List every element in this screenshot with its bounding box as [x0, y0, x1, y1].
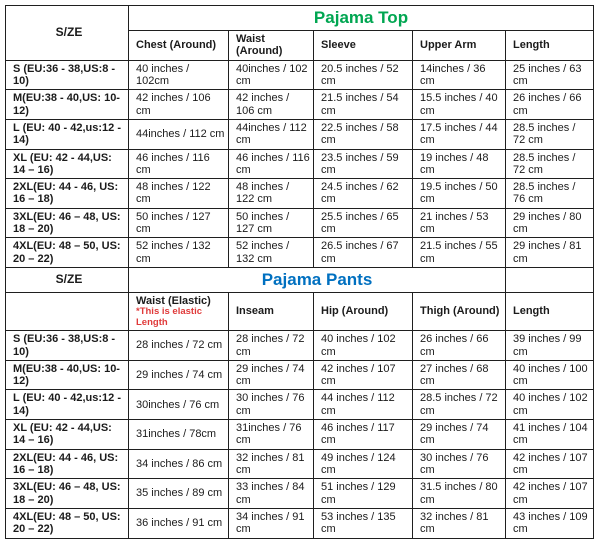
pants-columns-row — [6, 293, 594, 331]
measurement-cell: 48 inches / 122 cm — [229, 179, 314, 209]
column-header-inseam: Inseam — [229, 293, 314, 331]
table-row — [6, 179, 594, 209]
size-label: 2XL(EU: 44 - 46, US: 16 – 18) — [6, 449, 129, 479]
measurement-cell: 41 inches / 104 cm — [506, 420, 594, 450]
pajama-pants-title: Pajama Pants — [129, 268, 506, 293]
measurement-cell: 26 inches / 66 cm — [413, 331, 506, 361]
measurement-cell: 28.5 inches / 72 cm — [506, 119, 594, 149]
measurement-cell: 43 inches / 109 cm — [506, 508, 594, 538]
measurement-cell: 40 inches / 100 cm — [506, 360, 594, 390]
table-row — [6, 208, 594, 238]
table-row — [6, 508, 594, 538]
measurement-cell: 49 inches / 124 cm — [314, 449, 413, 479]
measurement-cell: 32 inches / 81 cm — [413, 508, 506, 538]
measurement-cell: 28.5 inches / 76 cm — [506, 179, 594, 209]
measurement-cell: 31.5 inches / 80 cm — [413, 479, 506, 509]
measurement-cell: 53 inches / 135 cm — [314, 508, 413, 538]
measurement-cell: 46 inches / 116 cm — [229, 149, 314, 179]
measurement-cell: 25 inches / 63 cm — [506, 60, 594, 90]
measurement-cell: 39 inches / 99 cm — [506, 331, 594, 361]
measurement-cell: 44 inches / 112 cm — [314, 390, 413, 420]
measurement-cell: 23.5 inches / 59 cm — [314, 149, 413, 179]
measurement-cell: 14inches / 36 cm — [413, 60, 506, 90]
column-header-length-pants: Length — [506, 293, 594, 331]
measurement-cell: 52 inches / 132 cm — [229, 238, 314, 268]
waist-elastic-note: *This is elastic Length — [136, 306, 203, 328]
measurement-cell: 28.5 inches / 72 cm — [413, 390, 506, 420]
measurement-cell: 28.5 inches / 72 cm — [506, 149, 594, 179]
column-header-waist-elastic — [129, 293, 229, 331]
size-label: XL (EU: 42 - 44,US: 14 – 16) — [6, 149, 129, 179]
measurement-cell: 48 inches / 122 cm — [129, 179, 229, 209]
measurement-cell: 21 inches / 53 cm — [413, 208, 506, 238]
measurement-cell: 44inches / 112 cm — [229, 119, 314, 149]
measurement-cell: 40 inches / 102cm — [129, 60, 229, 90]
waist-elastic-label: Waist (Elastic) — [136, 295, 211, 307]
top-title-row — [6, 6, 594, 31]
size-label: S (EU:36 - 38,US:8 - 10) — [6, 331, 129, 361]
measurement-cell: 30inches / 76 cm — [129, 390, 229, 420]
measurement-cell: 30 inches / 76 cm — [229, 390, 314, 420]
measurement-cell: 27 inches / 68 cm — [413, 360, 506, 390]
measurement-cell: 19.5 inches / 50 cm — [413, 179, 506, 209]
measurement-cell: 15.5 inches / 40 cm — [413, 90, 506, 120]
pajama-top-title: Pajama Top — [129, 6, 594, 31]
measurement-cell: 51 inches / 129 cm — [314, 479, 413, 509]
pajama-top-rows-section — [6, 60, 594, 267]
measurement-cell: 36 inches / 91 cm — [129, 508, 229, 538]
table-row — [6, 60, 594, 90]
measurement-cell: 50 inches / 127 cm — [129, 208, 229, 238]
column-header-sleeve: Sleeve — [314, 31, 413, 61]
pajama-pants-rows-section — [6, 331, 594, 538]
measurement-cell: 17.5 inches / 44 cm — [413, 119, 506, 149]
size-label: XL (EU: 42 - 44,US: 14 – 16) — [6, 420, 129, 450]
measurement-cell: 42 inches / 107 cm — [506, 449, 594, 479]
size-column-header-top: S/ZE — [6, 6, 129, 61]
column-header-upper-arm: Upper Arm — [413, 31, 506, 61]
size-column-header-pants: S/ZE — [6, 268, 129, 293]
size-label: 4XL(EU: 48 – 50, US: 20 – 22) — [6, 508, 129, 538]
column-header-waist: Waist (Around) — [229, 31, 314, 61]
measurement-cell: 44inches / 112 cm — [129, 119, 229, 149]
size-label: 3XL(EU: 46 – 48, US: 18 – 20) — [6, 208, 129, 238]
column-header-length: Length — [506, 31, 594, 61]
size-label: L (EU: 40 - 42,us:12 - 14) — [6, 390, 129, 420]
measurement-cell: 30 inches / 76 cm — [413, 449, 506, 479]
measurement-cell: 26.5 inches / 67 cm — [314, 238, 413, 268]
table-row — [6, 238, 594, 268]
measurement-cell: 50 inches / 127 cm — [229, 208, 314, 238]
table-row — [6, 90, 594, 120]
measurement-cell: 32 inches / 81 cm — [229, 449, 314, 479]
measurement-cell: 19 inches / 48 cm — [413, 149, 506, 179]
measurement-cell: 42 inches / 106 cm — [229, 90, 314, 120]
table-row — [6, 360, 594, 390]
table-row — [6, 449, 594, 479]
measurement-cell: 31inches / 76 cm — [229, 420, 314, 450]
size-label: 2XL(EU: 44 - 46, US: 16 – 18) — [6, 179, 129, 209]
measurement-cell: 29 inches / 80 cm — [506, 208, 594, 238]
measurement-cell: 42 inches / 107 cm — [506, 479, 594, 509]
size-label: 3XL(EU: 46 – 48, US: 18 – 20) — [6, 479, 129, 509]
measurement-cell: 42 inches / 107 cm — [314, 360, 413, 390]
measurement-cell: 40inches / 102 cm — [229, 60, 314, 90]
measurement-cell: 24.5 inches / 62 cm — [314, 179, 413, 209]
measurement-cell: 29 inches / 74 cm — [413, 420, 506, 450]
table-row — [6, 420, 594, 450]
size-label: S (EU:36 - 38,US:8 - 10) — [6, 60, 129, 90]
measurement-cell: 34 inches / 91 cm — [229, 508, 314, 538]
column-header-chest: Chest (Around) — [129, 31, 229, 61]
measurement-cell: 46 inches / 117 cm — [314, 420, 413, 450]
table-row — [6, 149, 594, 179]
measurement-cell: 20.5 inches / 52 cm — [314, 60, 413, 90]
measurement-cell: 42 inches / 106 cm — [129, 90, 229, 120]
size-label: L (EU: 40 - 42,us:12 - 14) — [6, 119, 129, 149]
pajama-pants-header-section — [6, 268, 594, 331]
measurement-cell: 22.5 inches / 58 cm — [314, 119, 413, 149]
measurement-cell: 40 inches / 102 cm — [506, 390, 594, 420]
size-label: M(EU:38 - 40,US: 10-12) — [6, 360, 129, 390]
measurement-cell: 28 inches / 72 cm — [129, 331, 229, 361]
measurement-cell: 21.5 inches / 54 cm — [314, 90, 413, 120]
measurement-cell: 33 inches / 84 cm — [229, 479, 314, 509]
column-header-hip: Hip (Around) — [314, 293, 413, 331]
measurement-cell: 40 inches / 102 cm — [314, 331, 413, 361]
measurement-cell: 35 inches / 89 cm — [129, 479, 229, 509]
measurement-cell: 31inches / 78cm — [129, 420, 229, 450]
measurement-cell: 29 inches / 74 cm — [129, 360, 229, 390]
pajama-top-header-section — [6, 6, 594, 61]
measurement-cell: 52 inches / 132 cm — [129, 238, 229, 268]
size-label: 4XL(EU: 48 – 50, US: 20 – 22) — [6, 238, 129, 268]
measurement-cell: 21.5 inches / 55 cm — [413, 238, 506, 268]
table-row — [6, 119, 594, 149]
measurement-cell: 34 inches / 86 cm — [129, 449, 229, 479]
size-label: M(EU:38 - 40,US: 10-12) — [6, 90, 129, 120]
pants-title-row — [6, 268, 594, 293]
table-row — [6, 479, 594, 509]
table-row — [6, 390, 594, 420]
measurement-cell: 28 inches / 72 cm — [229, 331, 314, 361]
measurement-cell: 29 inches / 81 cm — [506, 238, 594, 268]
measurement-cell: 46 inches / 116 cm — [129, 149, 229, 179]
empty-cell — [506, 268, 594, 293]
column-header-thigh: Thigh (Around) — [413, 293, 506, 331]
table-row — [6, 331, 594, 361]
empty-cell — [6, 293, 129, 331]
measurement-cell: 29 inches / 74 cm — [229, 360, 314, 390]
size-chart-table — [5, 5, 594, 539]
measurement-cell: 25.5 inches / 65 cm — [314, 208, 413, 238]
measurement-cell: 26 inches / 66 cm — [506, 90, 594, 120]
